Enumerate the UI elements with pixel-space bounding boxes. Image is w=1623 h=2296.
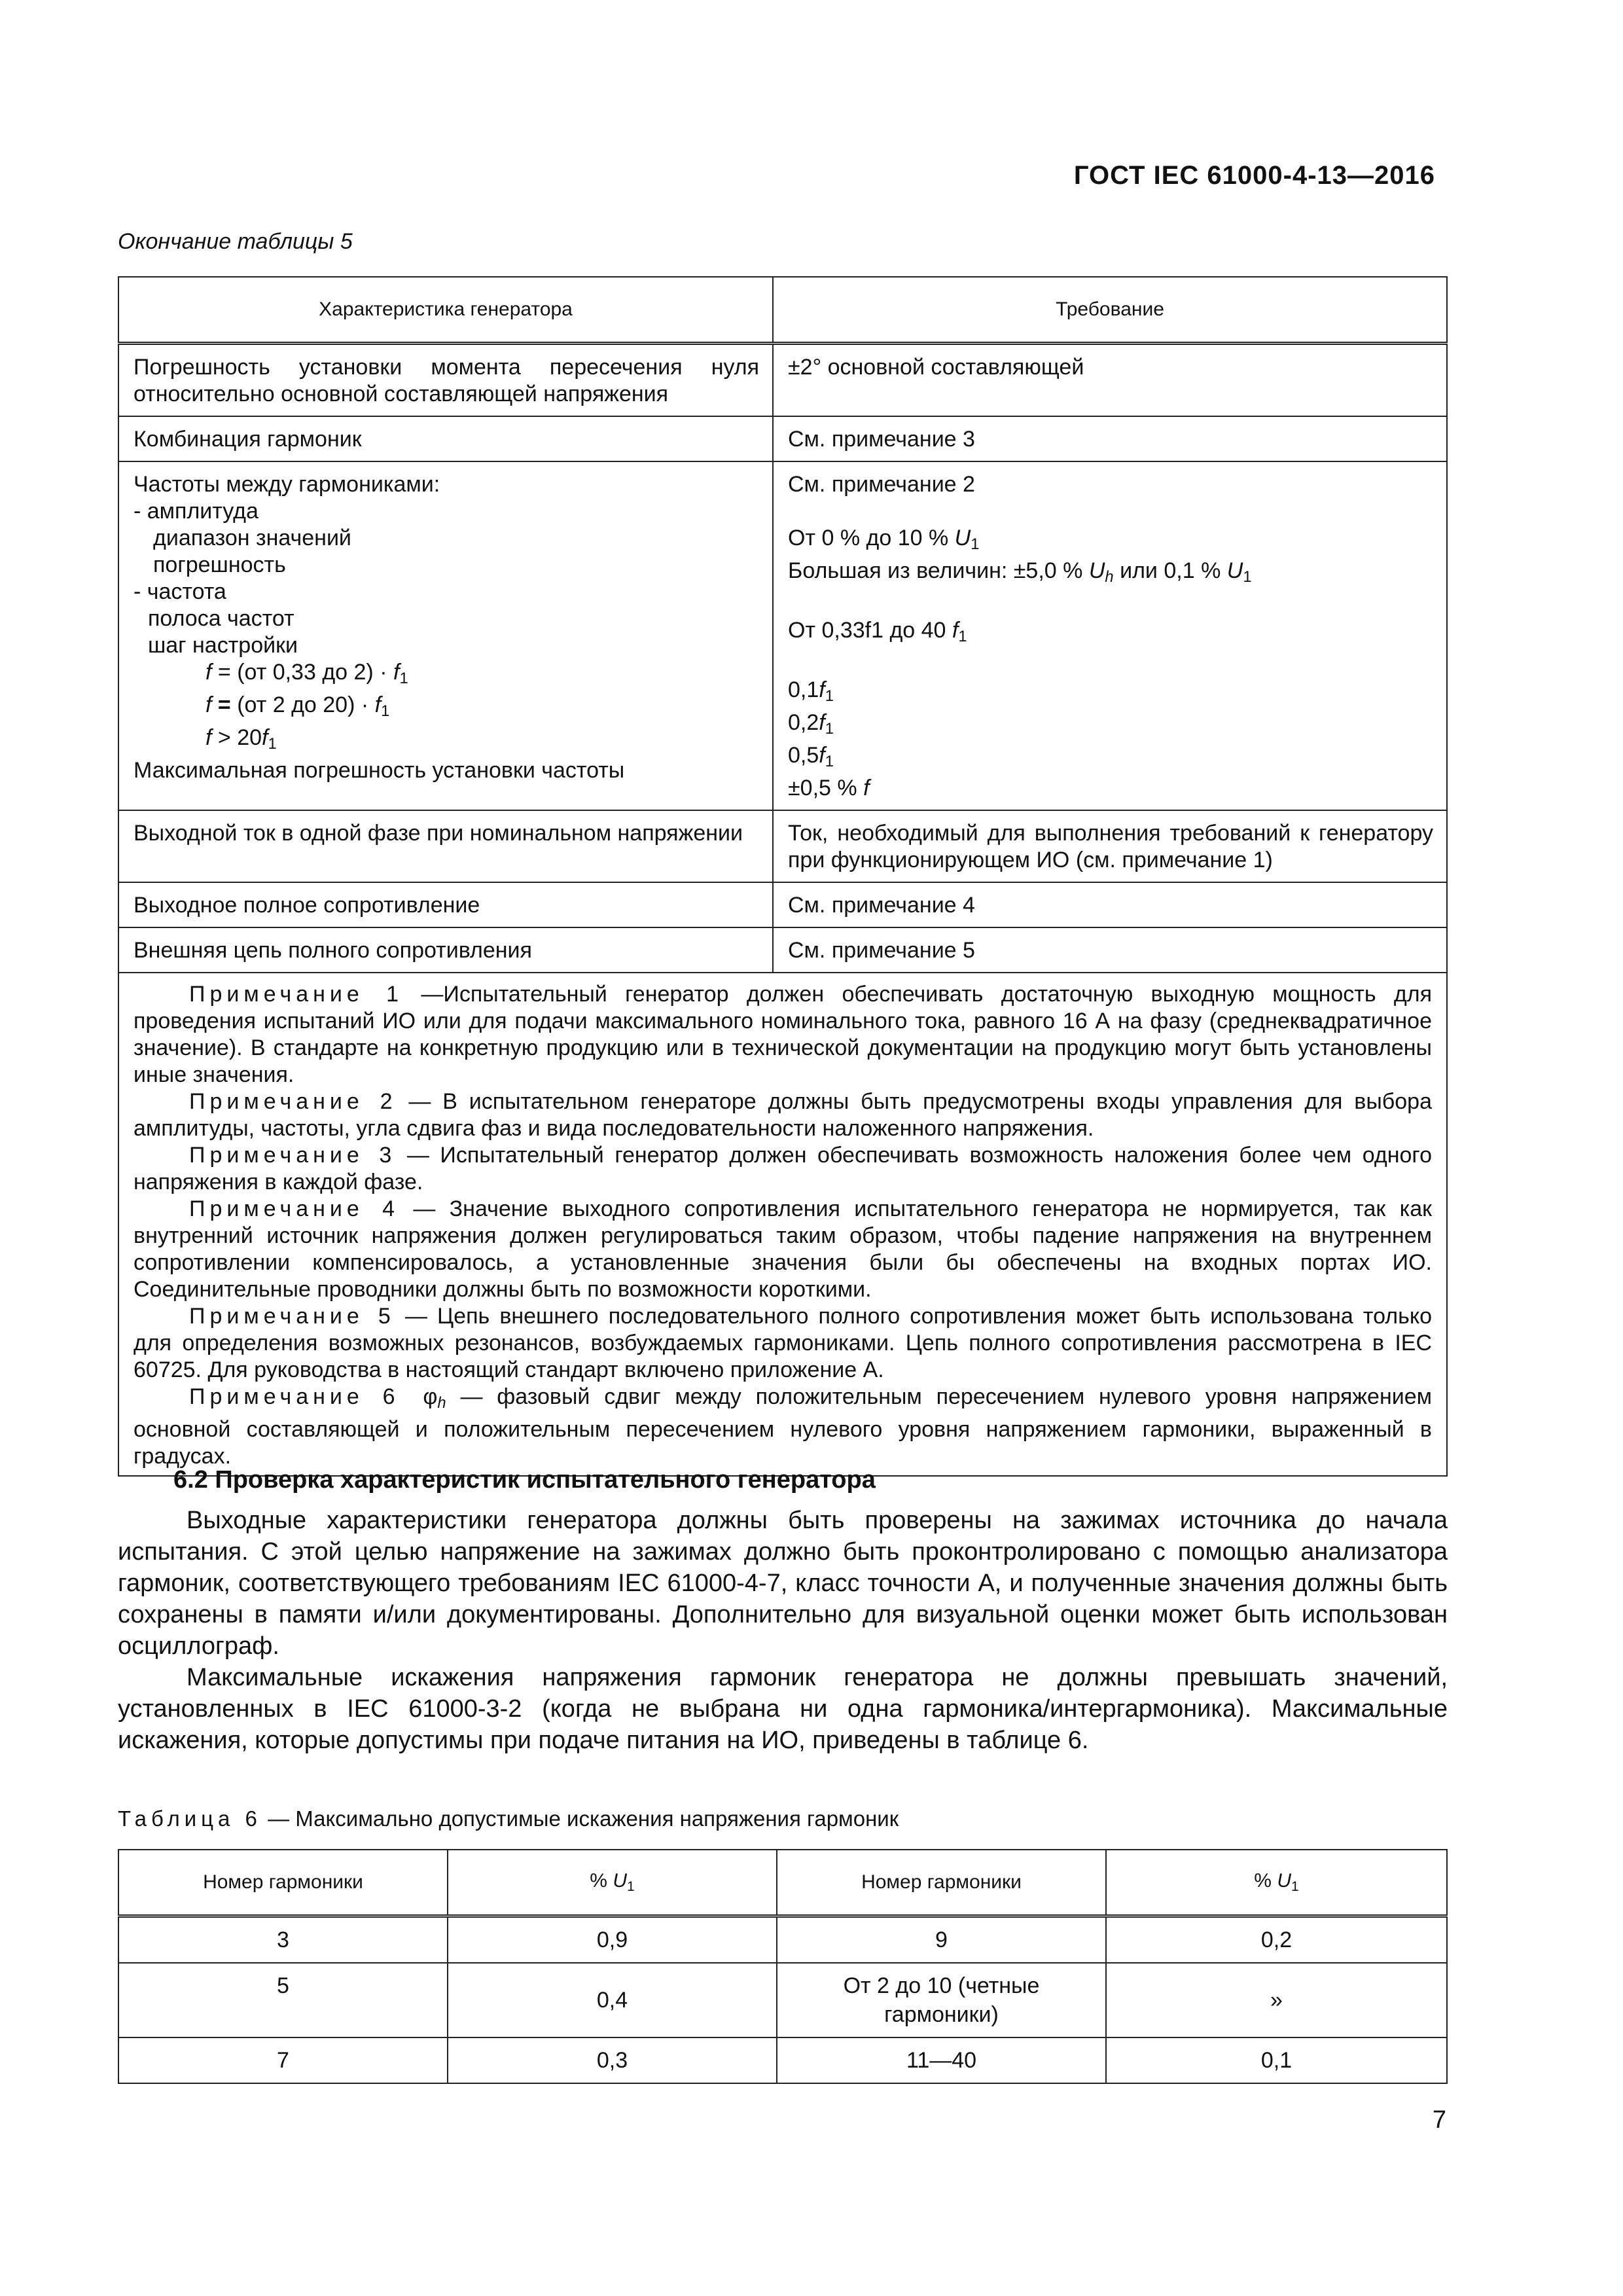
table-row xyxy=(118,1963,1447,2037)
cell: » xyxy=(1106,1963,1447,2037)
note-2: Примечание 2 — В испытательном генераторе должны быть предусмотрены входы управления для выбора амплитуды, частоты, угла сдвига фаз и вида последовательности наложенного напряжения. xyxy=(134,1089,1433,1141)
section-paragraph-1: Выходные характеристики генератора должны быть проверены на зажимах источника до начала испытания. С этой целью напряжение на зажимах должно быть проконтролировано с помощью анализатора гармоник, соответствующего требованиям IEC 61000-4-7, класс точности А, и полученные значения должны быть сохранены в памяти и/или документированы. Дополнительно для визуальной оценки может быть использован осциллограф. xyxy=(118,1507,1448,1660)
interharm-step-c: $0,5f_1$ xyxy=(788,743,834,770)
cell: 3 xyxy=(118,1916,448,1964)
interharm-band-value: От 0,33f1 до 40 $f_1$ xyxy=(788,618,967,645)
section-6-2 xyxy=(118,1466,1448,1756)
column-header-percent-1: % $U_1$ xyxy=(448,1850,777,1916)
row-value: ±2° основной составляющей xyxy=(773,344,1447,417)
interharm-accuracy: погрешность xyxy=(153,552,286,577)
interharm-note-ref: См. примечание 2 xyxy=(788,472,975,497)
column-header-requirement: Требование xyxy=(773,277,1447,344)
cell: 9 xyxy=(777,1916,1106,1964)
note-4: Примечание 4 — Значение выходного сопротивления испытательного генератора не нормируется, так как внутренний источник напряжения должен регулироваться таким образом, чтобы падение напряжения на внутреннем сопротивлении компенсировалось, а установленные значения были бы обеспечены на входных портах ИО. Соединительные проводники должны быть по возможности короткими. xyxy=(134,1196,1432,1302)
table-row xyxy=(118,882,1447,927)
table-notes xyxy=(118,973,1447,1476)
cell: 0,3 xyxy=(448,2037,777,2083)
interharm-step-a: $0,1f_1$ xyxy=(788,677,834,705)
cell: 0,4 xyxy=(448,1963,777,2037)
interharmonics-labels xyxy=(118,461,773,810)
row-value: Ток, необходимый для выполнения требований к генератору при функционирующем ИО (см. примечание 1) xyxy=(773,810,1447,882)
table-row xyxy=(118,927,1447,973)
interharm-f-c: $f > 20f_1$ xyxy=(205,725,277,753)
row-value: См. примечание 4 xyxy=(773,882,1447,927)
interharm-range: диапазон значений xyxy=(153,526,351,550)
interharmonics-values xyxy=(773,461,1447,810)
table-row xyxy=(118,416,1447,461)
table-row xyxy=(118,2037,1447,2083)
row-label: Погрешность установки момента пересечения нуля относительно основной составляющей напряжения xyxy=(118,344,773,417)
cell: 11—40 xyxy=(777,2037,1106,2083)
document-id: ГОСТ IEC 61000-4-13—2016 xyxy=(1073,161,1435,190)
table-row-interharmonics xyxy=(118,461,1447,810)
note-5: Примечание 5 — Цепь внешнего последовательного полного сопротивления может быть использована только для определения возможных резонансов, возбуждаемых гармониками. Цепь полного сопротивления рассмотрена в IEC 60725. Для руководства в настоящий стандарт включено приложение А. xyxy=(134,1304,1432,1382)
cell: От 2 до 10 (четные гармоники) xyxy=(777,1963,1106,2037)
interharm-f-b: f = (от 2 до $20) \cdot f_1$ xyxy=(205,692,390,720)
row-value: См. примечание 3 xyxy=(773,416,1447,461)
note-6: Примечание 6 $\varphi_h$ — фазовый сдвиг между положительным пересечением нулевого уровня напряжением основной составляющей и положительным пересечением нулевого уровня напряжением гармоники, выраженный в градусах. xyxy=(134,1384,1433,1469)
cell: 0,2 xyxy=(1106,1916,1447,1964)
table-5 xyxy=(118,276,1448,1477)
row-label: Комбинация гармоник xyxy=(118,416,773,461)
table-row xyxy=(118,344,1447,417)
section-paragraph-2: Максимальные искажения напряжения гармоник генератора не должны превышать значений, установленных в IEC 61000-3-2 (когда не выбрана ни одна гармоника/интергармоника). Максимальные искажения, которые допустимы при подаче питания на ИО, приведены в таблице 6. xyxy=(118,1664,1448,1754)
table6-caption: Таблица 6 — Максимально допустимые искажения напряжения гармоник xyxy=(118,1806,899,1831)
row-label: Выходное полное сопротивление xyxy=(118,882,773,927)
interharm-step-b: $0,2f_1$ xyxy=(788,710,834,738)
notes-cell xyxy=(118,973,1447,1476)
interharm-range-value: От 0 % до 10 % $U_1$ xyxy=(788,526,980,553)
table-row xyxy=(118,1916,1447,1964)
cell: 0,9 xyxy=(448,1916,777,1964)
column-header-percent-2: % $U_1$ xyxy=(1106,1850,1447,1916)
section-heading: 6.2 Проверка характеристик испытательного генератора xyxy=(173,1466,876,1494)
interharm-max-err-value: ±0,5 % f xyxy=(788,776,870,800)
interharm-title: Частоты между гармониками: xyxy=(134,472,440,497)
interharm-accuracy-value: Большая из величин: ±5,0 % $U_h$ или 0,1 % $U_1$ xyxy=(788,558,1252,586)
note-3: Примечание 3 — Испытательный генератор должен обеспечивать возможность наложения более чем одного напряжения в каждой фазе. xyxy=(134,1143,1432,1194)
cell: 0,1 xyxy=(1106,2037,1447,2083)
column-header-harmonic-1: Номер гармоники xyxy=(118,1850,448,1916)
page-number: 7 xyxy=(1432,2106,1446,2134)
table5-caption: Окончание таблицы 5 xyxy=(118,229,353,254)
cell: 5 xyxy=(118,1963,448,2037)
note-1: Примечание 1 —Испытательный генератор должен обеспечивать достаточную выходную мощность для проведения испытаний ИО или для подачи максимального номинального тока, равного 16 А на фазу (среднеквадратичное значение). В стандарте на конкретную продукцию или в технической документации на продукцию могут быть установлены иные значения. xyxy=(134,982,1432,1087)
cell: 7 xyxy=(118,2037,448,2083)
table-6 xyxy=(118,1849,1448,2084)
interharm-amp: - амплитуда xyxy=(134,499,259,524)
column-header-characteristic: Характеристика генератора xyxy=(118,277,773,344)
interharm-band: полоса частот xyxy=(148,606,294,631)
interharm-step: шаг настройки xyxy=(148,633,298,658)
column-header-harmonic-2: Номер гармоники xyxy=(777,1850,1106,1916)
row-label: Выходной ток в одной фазе при номинальном напряжении xyxy=(118,810,773,882)
interharm-max-err: Максимальная погрешность установки частоты xyxy=(134,758,625,783)
row-value: См. примечание 5 xyxy=(773,927,1447,973)
interharm-freq: - частота xyxy=(134,579,226,604)
table-row xyxy=(118,810,1447,882)
interharm-f-a: f = (от 0,33 до $2) \cdot f_1$ xyxy=(205,660,408,687)
row-label: Внешняя цепь полного сопротивления xyxy=(118,927,773,973)
